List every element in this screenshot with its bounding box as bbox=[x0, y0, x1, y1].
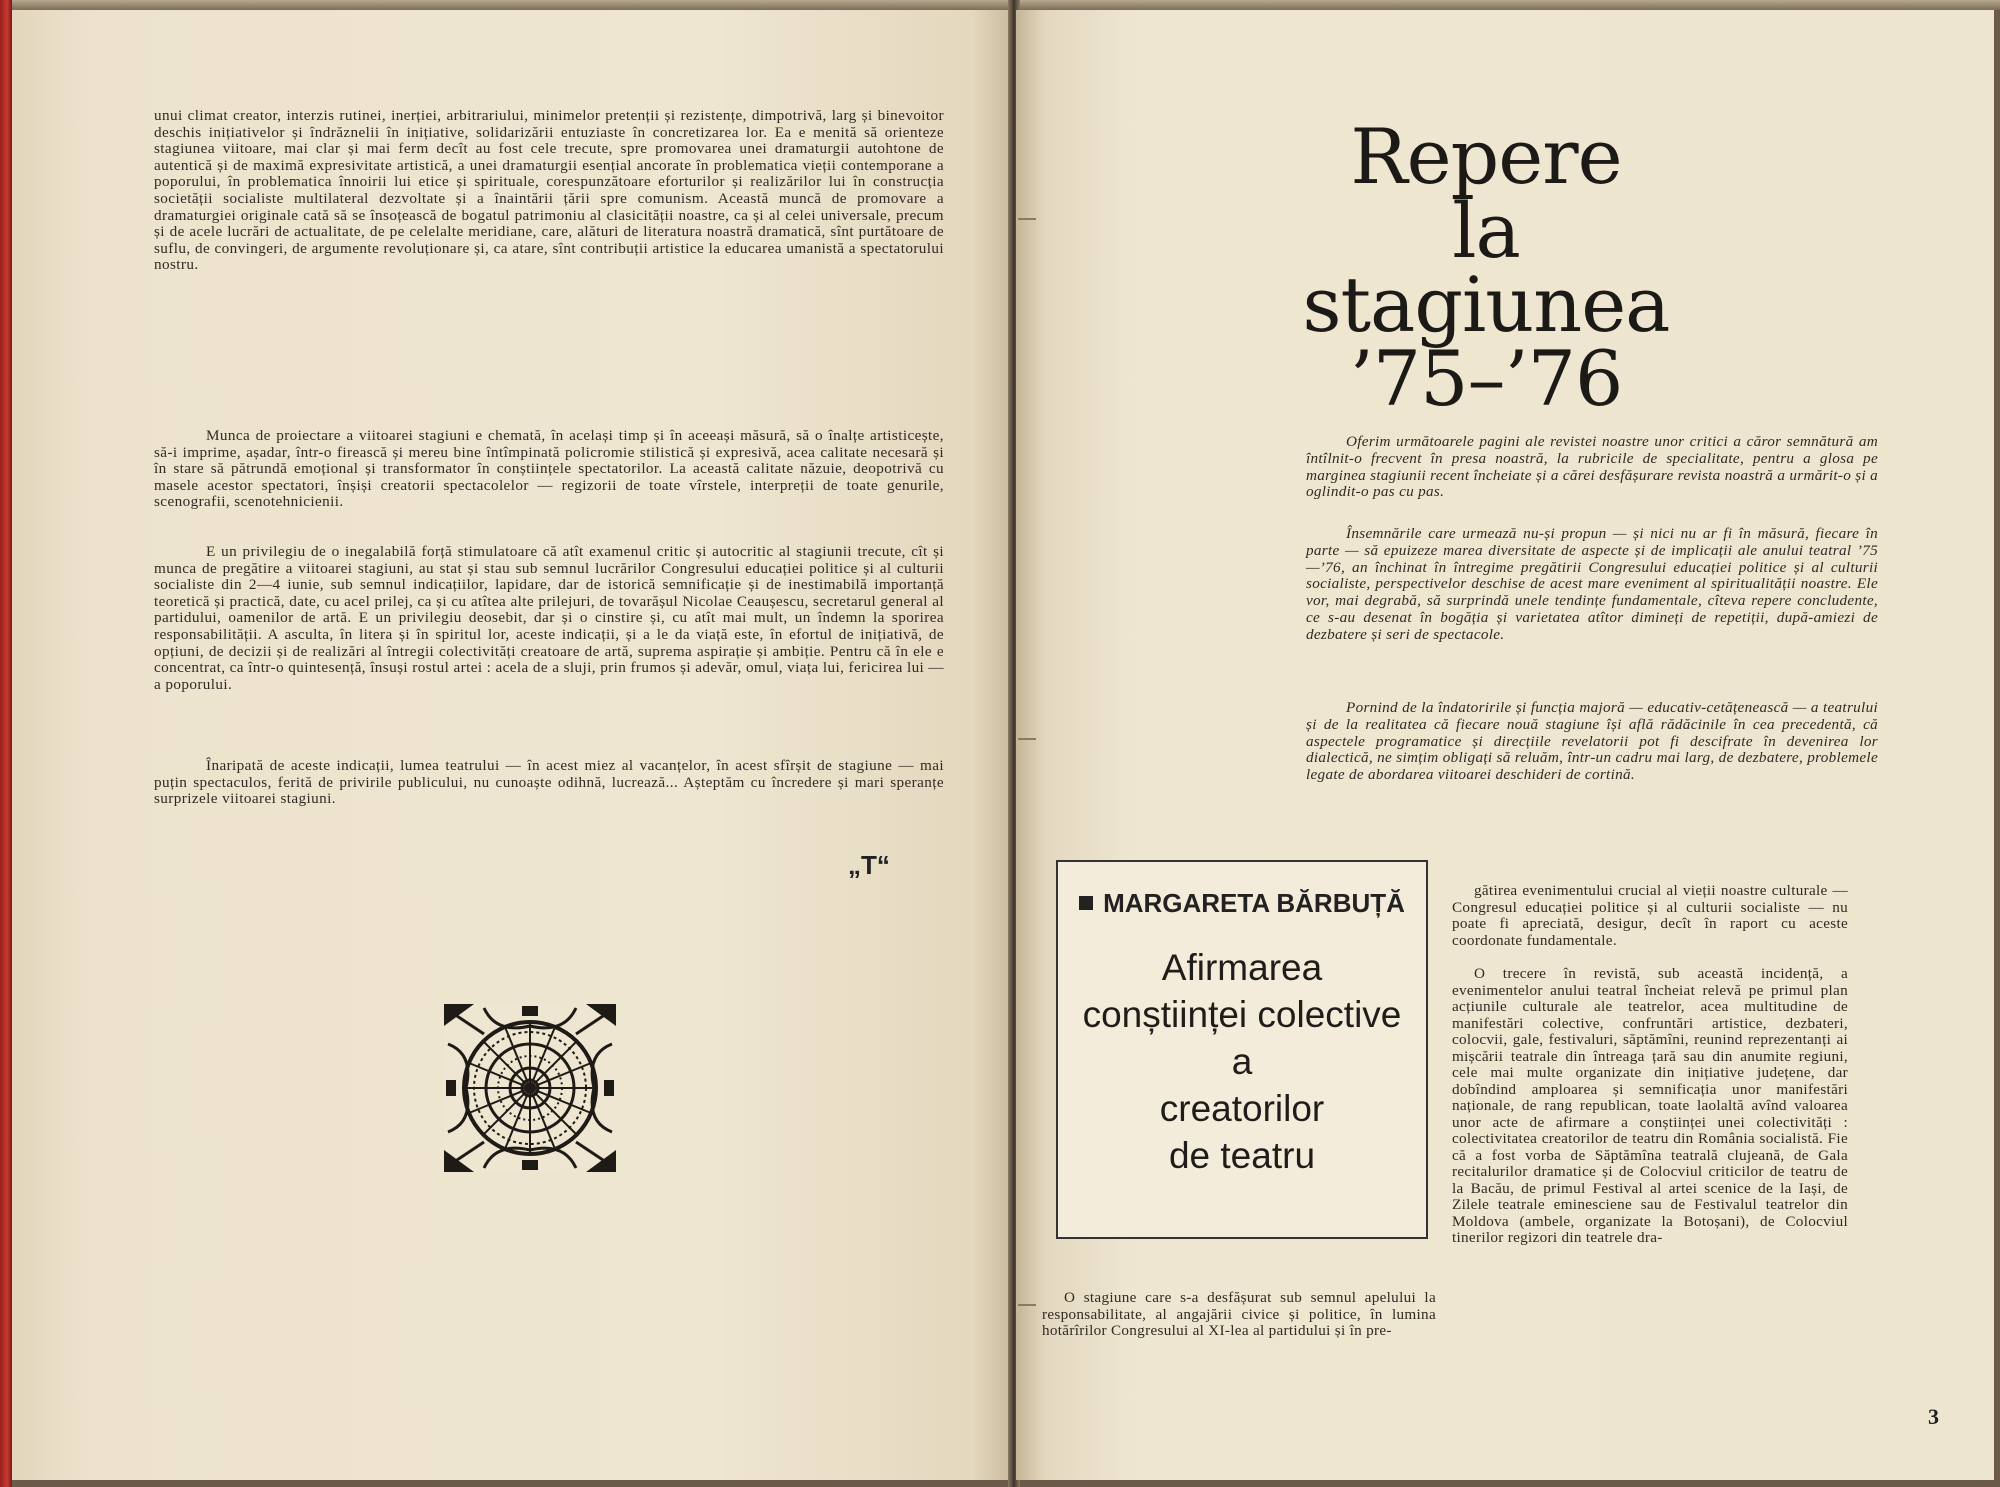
article-column-right-paragraph-2: O trecere în revistă, sub această incidență, a evenimentelor anului teatral încheiat relevă pe primul plan acțiunile culturale ale teatrelor, acea multitudine de manifestări colective, confruntări artistice, dezbateri, colocvii, gale, festivaluri, săptămîni, reunind reprezentanți ai mișcării teatrale din întreaga țară sau din anumite regiuni, cele mai multe organizate din inițiative județene, dar dobîndind amploarea și semnificația unor manifestări naționale, de rang republican, toate laolaltă avînd valoarea unor acte de afirmare a conștiinței unei colectivități : colectivitatea creatorilor de teatru din România socialistă. Fie că a fost vorba de Săptămîna teatrală clujeană, de Gala recitalurilor dramatice și de Colocviul criticilor de teatru de la Bacău, de primul Festival al artei scenice de la Iași, de Zilele teatrale eminesciene sau de Festivalul teatrelor din Moldova (ambele, organizate la Botoșani), de Colocviul tinerilor regizori din teatrele dra- bbox=[1452, 965, 1848, 1246]
left-paragraph-1: unui climat creator, interzis rutinei, inerției, arbitrariului, minimelor pretenții și rezistențe, dimpotrivă, larg și binevoitor deschis inițiativelor și îndrăznelii în inițiative, solidarizării entuziaste în concretizarea lor. Ea e menită să orienteze stagiunea viitoare, mai clar și mai ferm decît au fost cele trecute, spre promovarea unei dramaturgii autohtone de autentică și de maximă expresivitate artistică, a unei dramaturgii esențial ancorate în problematica vieții contemporane a poporului, în problematica înnoirii lui etice și spirituale, corespunzătoare eforturilor și realizărilor lui în construcția societății socialiste multilateral dezvoltate și a înaintării țării spre comunism. Această muncă de promovare a dramaturgiei originale cată să se însoțească de bogatul patrimoniu al clasicității noastre, ca și al celei universale, precum și de acele lucrări de actualitate, de pe celelalte meridiane, care, alături de literatura noastră dramatică, sînt purtătoare de suflu, de convingeri, de argumente revoluționare și, ca atare, sînt contribuții artistice la educarea umanistă a spectatorului nostru. bbox=[154, 107, 944, 274]
intro-paragraph-2: Însemnările care urmează nu-și propun — și nici nu ar fi în măsură, fiecare în parte — să epuizeze marea diversitate de aspecte și de implicații ale anului teatral ’75—’76, an închinat în întregime pregătirii Congresului educației politice și al culturii socialiste, perspectivelor deschise de acest mare eveniment al spiritualității noastre. Ele vor, mai degrabă, să surprindă unele tendințe fundamentale, cîteva repere concludente, ce s-au desenat în bogăția și varietatea atîtor dimineți de repetiții, după-amiezi de dezbatere și seri de spectacole. bbox=[1306, 525, 1878, 643]
article-column-right-paragraph-1: gătirea evenimentului crucial al vieții noastre culturale — Congresul educației politice și al culturii socialiste — nu poate fi apreciată, desigur, decît în raport cu aceste coordonate fundamentale. bbox=[1452, 882, 1848, 949]
binding-mark bbox=[1018, 1304, 1036, 1306]
black-square-icon bbox=[1079, 896, 1093, 910]
article-author bbox=[1058, 888, 1426, 918]
section-title-line-3: stagiunea ’75–’76 bbox=[1302, 260, 1670, 423]
book-binding-edge bbox=[0, 0, 12, 1487]
article-column-left-text: O stagiune care s-a desfășurat sub semnul apelului la responsabilitate, al angajării civice și politice, în lumina hotărîrilor Congresului al XI-lea al partidului și în pre- bbox=[1042, 1289, 1436, 1339]
rosette-ornament-icon bbox=[444, 1004, 616, 1172]
author-signature: „T“ bbox=[848, 850, 890, 880]
article-title-line-5: de teatru bbox=[1168, 1135, 1316, 1176]
section-title-line-2: la bbox=[1452, 186, 1520, 275]
left-paragraph-2: Munca de proiectare a viitoarei stagiuni e chemată, în același timp și în aceeași măsură, să o înalțe artisticește, să-i imprime, așadar, într-o firească și mereu bine întîmpinată policromie stilistică și expresivă, acea calitate necesară și în stare să pătrundă emoțional și transformator în conștiințele spectatorilor. La această calitate năzuie, deopotrivă cu masele acestor spectatori, înșiși creatorii spectacolelor — regizorii de toate vîrstele, interpreții de toate genurile, scenografii, scenotehnicienii. bbox=[154, 427, 944, 511]
binding-mark bbox=[1018, 218, 1036, 220]
left-page bbox=[12, 10, 1012, 1480]
article-header-box bbox=[1056, 860, 1428, 1239]
left-paragraph-3: E un privilegiu de o inegalabilă forță stimulatoare că atît examenul critic și autocritic al stagiunii trecute, cît și munca de pregătire a viitoarei stagiuni, au stat și stau sub semnul lucrărilor Congresului educației politice și al culturii socialiste din 2—4 iunie, sub semnul indicațiilor, lapidare, dar de istorică semnificație și de inestimabilă importanță teoretică și practică, date, cu acel prilej, ca și cu atîtea alte prilejuri, de tovarășul Nicolae Ceaușescu, secretarul general al partidului, oamenilor de artă. E un privilegiu deosebit, dar și o cinstire și, cu atît mai mult, un îndemn la sporirea responsabilității. A asculta, în litera și în spiritul lor, aceste indicații, și a le da viață este, în efortul de inițiativă, de opțiuni, de decizii și de realizări al întregii colectivități creatoare de artă, suprema aspirație și ambiție. Pentru că în ele e concentrat, ca într-o quintesență, însuși rostul artei : acela de a sluji, prin frumos și adevăr, omul, viața lui, fericirea lui — a poporului. bbox=[154, 543, 944, 693]
article-author-name: MARGARETA BĂRBUȚĂ bbox=[1103, 888, 1405, 918]
section-title bbox=[1166, 112, 1806, 423]
article-title-line-2: conștiinței colective bbox=[1082, 994, 1402, 1035]
article-title-line-1: Afirmarea bbox=[1161, 947, 1323, 988]
intro-paragraph-3: Pornind de la îndatoririle și funcția majoră — educativ-cetățenească — a teatrului și de la realitatea că fiecare nouă stagiune își află rădăcinile în cea precedentă, că aspectele programatice și direcțiile revelatorii pot fi descifrate în devenirea lor dialectică, ne simțim obligați să reluăm, într-un cadru mai larg, de dezbatere, problemele legate de abordarea viitoarei deschideri de cortină. bbox=[1306, 699, 1878, 784]
intro-paragraph-1: Oferim următoarele pagini ale revistei noastre unor critici a căror semnătură am întîlnit-o frecvent în presa noastră, la rubricile de specialitate, pentru a glosa pe marginea stagiunii recent încheiate și a cărei desfășurare revista noastră a urmărit-o și a oglindit-o pas cu pas. bbox=[1306, 433, 1878, 501]
binding-mark bbox=[1018, 738, 1036, 740]
article-title bbox=[1058, 944, 1426, 1179]
right-page bbox=[1016, 10, 1994, 1480]
article-title-line-4: creatorilor bbox=[1159, 1088, 1325, 1129]
section-title-line-1: Repere bbox=[1350, 112, 1622, 201]
left-paragraph-4: Înaripată de aceste indicații, lumea teatrului — în acest miez al vacanțelor, în acest sfîrșit de stagiune — mai puțin spectaculos, ferită de privirile publicului, nu cunoaște odihnă, lucrează... Așteptăm cu încredere și mari speranțe surprizele viitoarei stagiuni. bbox=[154, 757, 944, 808]
article-title-line-3: a bbox=[1231, 1041, 1253, 1082]
page-number: 3 bbox=[1928, 1404, 1939, 1429]
book-top-edge bbox=[0, 0, 2000, 10]
